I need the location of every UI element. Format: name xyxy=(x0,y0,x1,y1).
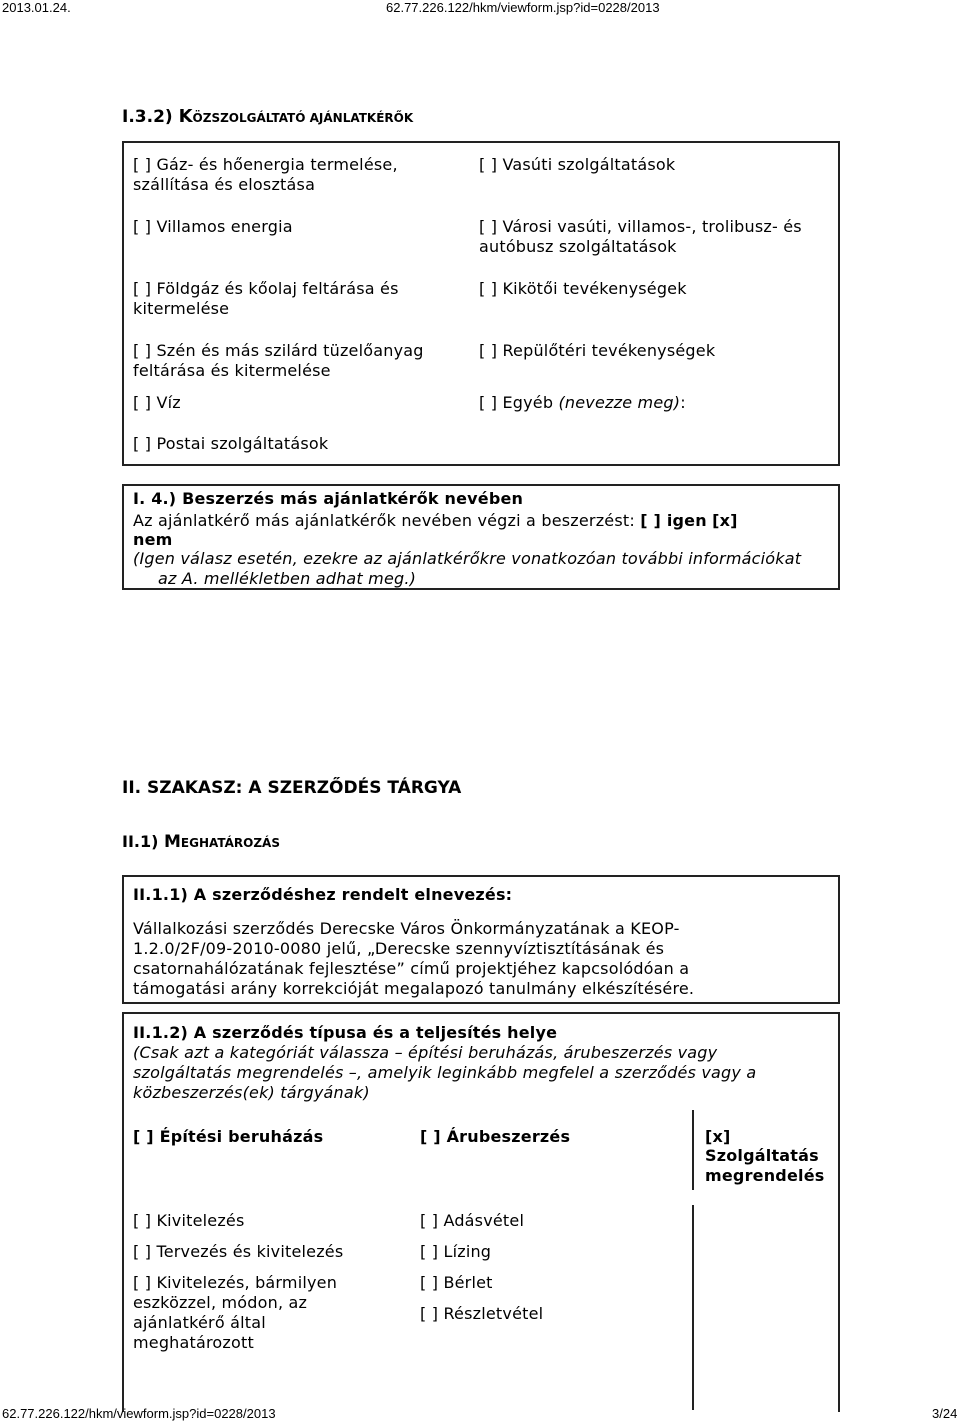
right-item-urban-transport: [ ] Városi vasúti, villamos-, trolibusz- és autóbusz szolgáltatások xyxy=(479,217,802,256)
works-item-other-line-1: [ ] Kivitelezés, bármilyen xyxy=(133,1273,338,1292)
goods-item-purchase: [ ] Adásvétel xyxy=(420,1211,525,1230)
no-option-mark: [x] xyxy=(712,511,738,530)
ii12-note-2: szolgáltatás megrendelés –, amelyik leginkább megfelel a szerződés vagy a xyxy=(133,1063,757,1082)
works-item-other-line-2: eszközzel, módon, az xyxy=(133,1293,308,1312)
ii12-note-3: közbeszerzés(ek) tárgyának) xyxy=(133,1083,370,1102)
type-services-mark: [x] xyxy=(705,1127,731,1146)
section-ii1-heading: II.1) MEGHATÁROZÁS xyxy=(122,832,280,852)
works-item-other-line-3: ajánlatkérő által xyxy=(133,1313,266,1332)
right-item-other: [ ] Egyéb (nevezze meg): xyxy=(479,393,686,412)
works-item-execution: [ ] Kivitelezés xyxy=(133,1211,245,1230)
ii12-note-1: (Csak azt a kategóriát válassza – építési beruházás, árubeszerzés vagy xyxy=(133,1043,718,1062)
left-item-oil-gas: [ ] Földgáz és kőolaj feltárása és kitermelése xyxy=(133,279,399,318)
ii11-line-2: 1.2.0/2F/09-2010-0080 jelű, „Derecske szennyvíztisztításának és xyxy=(133,939,665,958)
type-services-line-2: Szolgáltatás xyxy=(705,1146,819,1165)
no-option-label: nem xyxy=(133,530,173,549)
left-item-postal: [ ] Postai szolgáltatások xyxy=(133,434,329,453)
works-item-other-line-4: meghatározott xyxy=(133,1333,254,1352)
left-item-coal: [ ] Szén és más szilárd tüzelőanyag feltárása és kitermelése xyxy=(133,341,424,380)
section-i4-title: I. 4.) Beszerzés más ajánlatkérők nevében xyxy=(133,489,524,508)
type-column-separator xyxy=(692,1110,694,1190)
right-item-railway: [ ] Vasúti szolgáltatások xyxy=(479,155,676,174)
works-item-design-execution: [ ] Tervezés és kivitelezés xyxy=(133,1242,344,1261)
section-i3-heading: I.3.2) KÖZSZOLGÁLTATÓ AJÁNLATKÉRŐK xyxy=(122,106,414,127)
print-url: 62.77.226.122/hkm/viewform.jsp?id=0228/2013 xyxy=(386,0,660,15)
left-item-water: [ ] Víz xyxy=(133,393,181,412)
ii11-title: II.1.1) A szerződéshez rendelt elnevezés: xyxy=(133,885,513,904)
print-date: 2013.01.24. xyxy=(2,0,71,15)
footer-url: 62.77.226.122/hkm/viewform.jsp?id=0228/2013 xyxy=(2,1406,276,1421)
section-i4-note-2: az A. mellékletben adhat meg.) xyxy=(158,569,417,588)
ii12-title: II.1.2) A szerződés típusa és a teljesítés helye xyxy=(133,1023,558,1042)
goods-item-lease: [ ] Lízing xyxy=(420,1242,492,1261)
section-i4-note-1: (Igen válasz esetén, ezekre az ajánlatkérőkre vonatkozóan további információkat xyxy=(133,549,802,568)
left-item-gas: [ ] Gáz- és hőenergia termelése, szállítása és elosztása xyxy=(133,155,398,194)
left-item-electricity: [ ] Villamos energia xyxy=(133,217,293,236)
yes-option: [ ] igen xyxy=(640,511,707,530)
type-works: [ ] Építési beruházás xyxy=(133,1127,324,1146)
type-services-line-3: megrendelés xyxy=(705,1166,825,1185)
right-item-ports: [ ] Kikötői tevékenységek xyxy=(479,279,687,298)
section-i4-question: Az ajánlatkérő más ajánlatkérők nevében végzi a beszerzést: [ ] igen [x] xyxy=(133,511,738,530)
section-ii-title: II. SZAKASZ: A SZERZŐDÉS TÁRGYA xyxy=(122,778,462,798)
right-item-airports: [ ] Repülőtéri tevékenységek xyxy=(479,341,716,360)
ii11-line-4: támogatási arány korrekcióját megalapozó tanulmány elkészítésére. xyxy=(133,979,695,998)
ii11-line-3: csatornahálózatának fejlesztése” című projektjéhez kapcsolódóan a xyxy=(133,959,690,978)
type-goods: [ ] Árubeszerzés xyxy=(420,1127,571,1146)
goods-item-rental: [ ] Bérlet xyxy=(420,1273,493,1292)
goods-item-hire-purchase: [ ] Részletvétel xyxy=(420,1304,544,1323)
ii11-line-1: Vállalkozási szerződés Derecske Város Önkormányzatának a KEOP- xyxy=(133,919,680,938)
page-number: 3/24 xyxy=(932,1406,958,1421)
type-column-separator-lower xyxy=(692,1205,694,1410)
